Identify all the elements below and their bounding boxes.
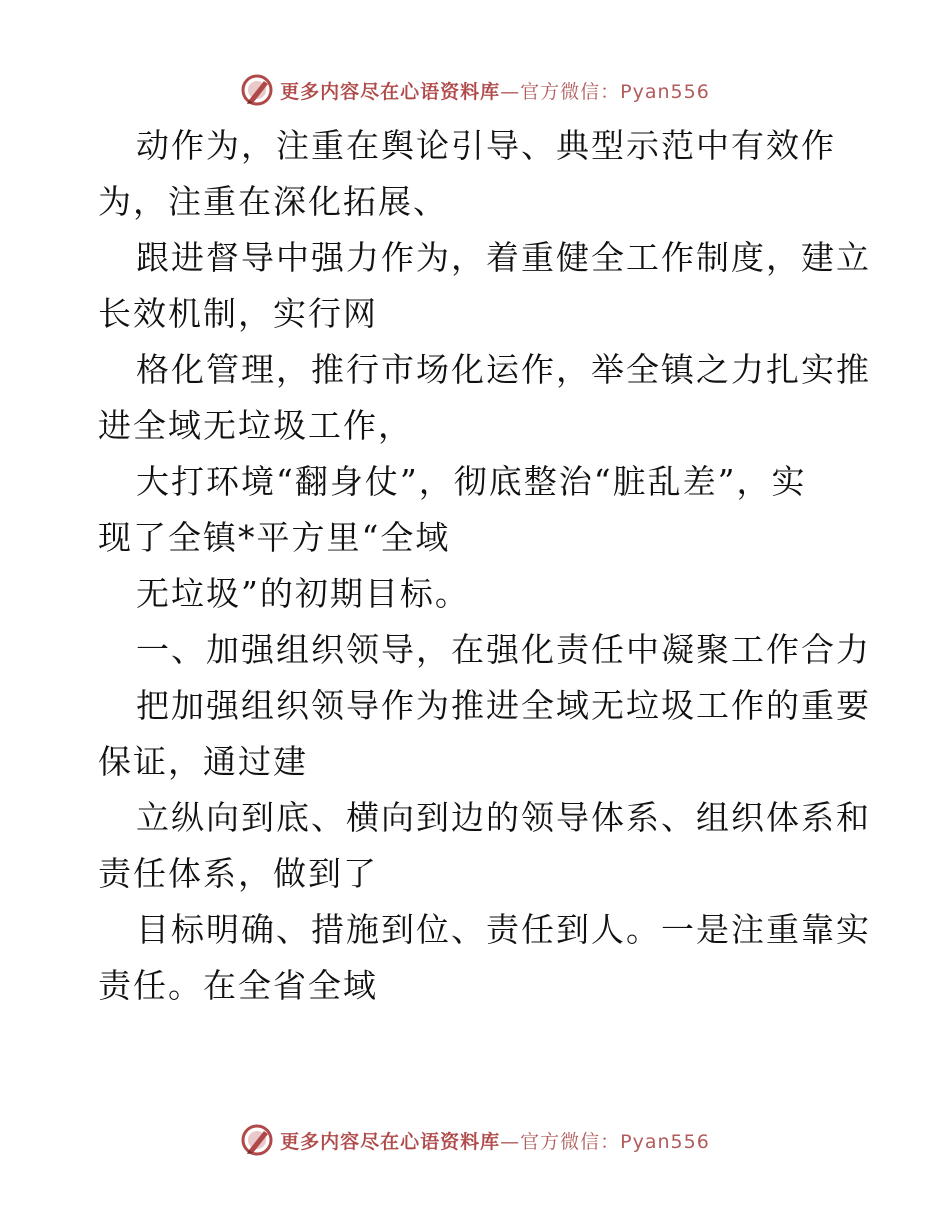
body-line: 现了全镇*平方里“全域 (98, 518, 451, 557)
document-body (98, 118, 871, 1014)
header-text (280, 77, 710, 104)
body-line: 保证，通过建 (98, 742, 308, 781)
body-line: 目标明确、措施到位、责任到人。一是注重靠实 (136, 910, 871, 949)
body-line: 立纵向到底、横向到边的领导体系、组织体系和 (136, 798, 871, 837)
body-line: 为，注重在深化拓展、 (98, 182, 448, 221)
body-line: 无垃圾”的初期目标。 (136, 574, 470, 613)
footer-contact: 官方微信：Pyan556 (520, 1130, 710, 1153)
footer-banner (0, 1120, 950, 1160)
pen-logo-icon (240, 73, 274, 107)
body-line: 跟进督导中强力作为，着重健全工作制度，建立 (136, 238, 871, 277)
body-line: 责任体系，做到了 (98, 854, 378, 893)
header-brand: 更多内容尽在心语资料库 (280, 80, 501, 103)
section-heading: 一、加强组织领导，在强化责任中凝聚工作合力 (136, 630, 871, 669)
body-line: 长效机制，实行网 (98, 294, 378, 333)
header-separator: — (500, 80, 521, 103)
body-line: 大打环境“翻身仗”，彻底整治“脏乱差”，实 (136, 462, 807, 501)
body-line: 责任。在全省全域 (98, 966, 378, 1005)
body-line: 把加强组织领导作为推进全域无垃圾工作的重要 (136, 686, 871, 725)
body-line: 进全域无垃圾工作， (98, 406, 413, 445)
body-line: 动作为，注重在舆论引导、典型示范中有效作 (136, 126, 836, 165)
header-banner (0, 70, 950, 110)
footer-separator: — (500, 1130, 521, 1153)
body-line: 格化管理，推行市场化运作，举全镇之力扎实推 (136, 350, 871, 389)
pen-logo-icon (240, 1123, 274, 1157)
header-contact: 官方微信：Pyan556 (520, 80, 710, 103)
footer-text (280, 1127, 710, 1154)
footer-brand: 更多内容尽在心语资料库 (280, 1130, 501, 1153)
